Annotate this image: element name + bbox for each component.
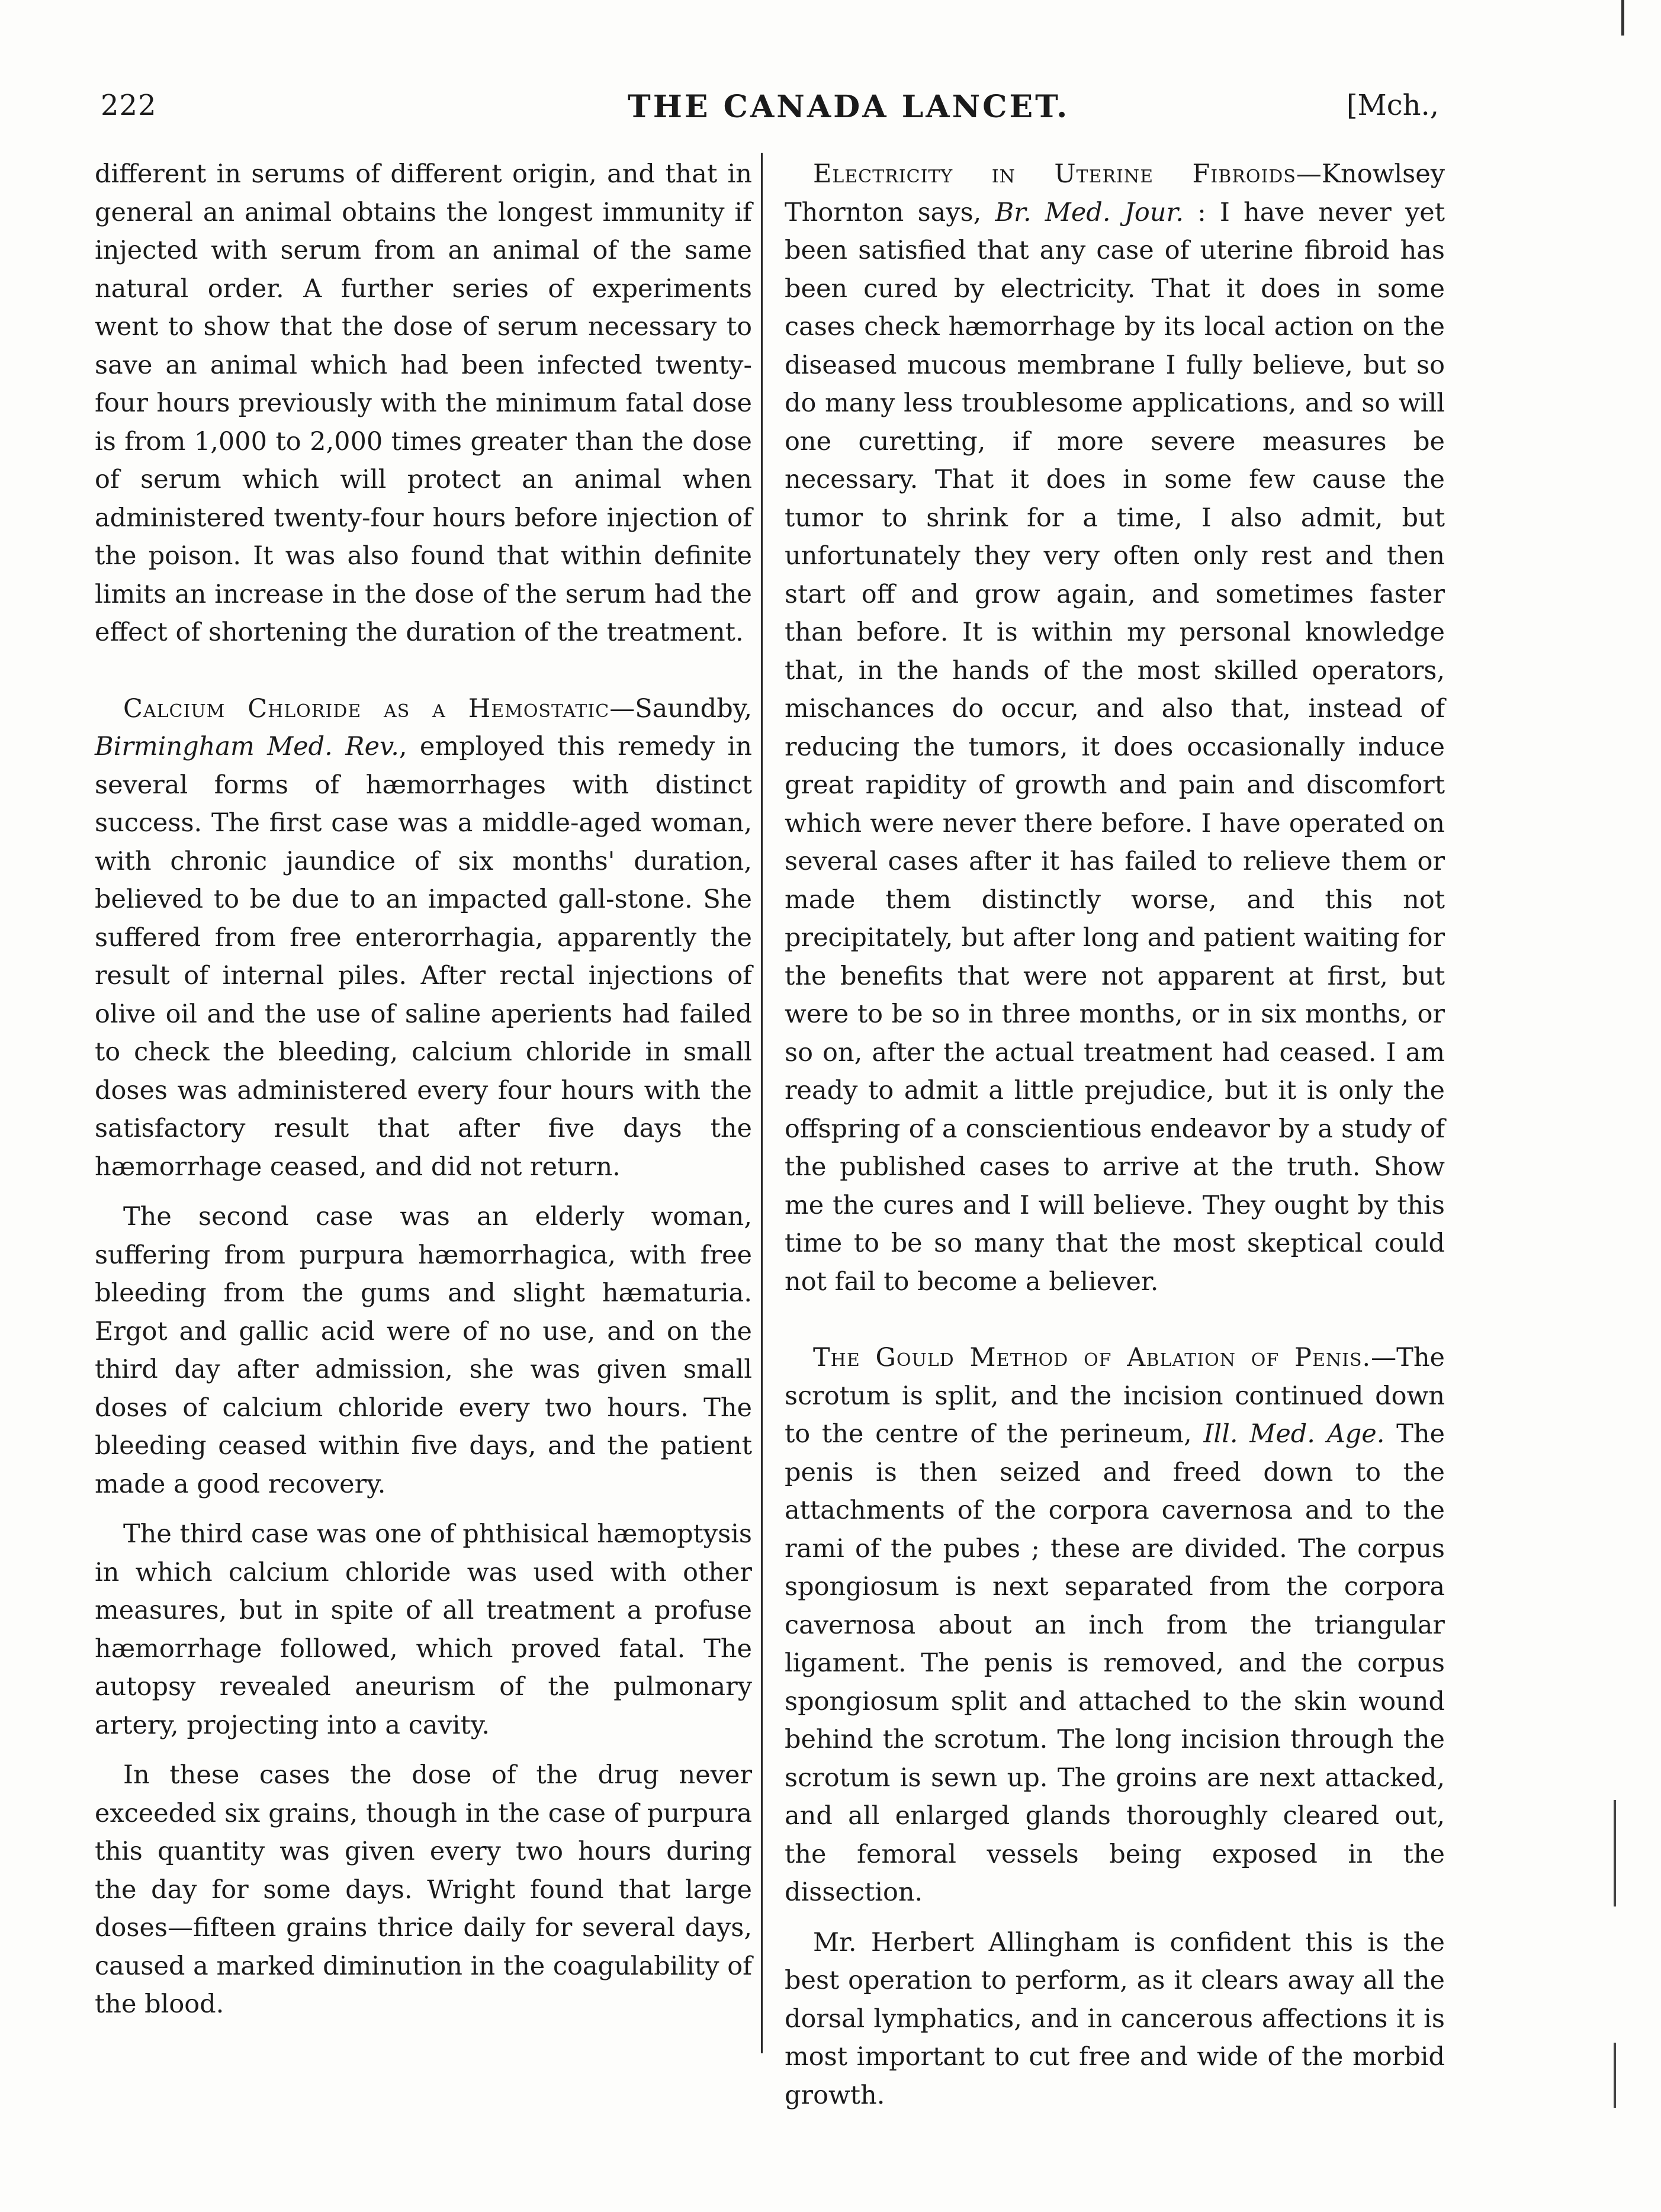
page-number: 222 (101, 89, 157, 122)
column-divider (761, 153, 763, 2053)
calcium-article-author: —Saundby, (609, 693, 752, 724)
serum-paragraph-continued: different in serums of different origin, and that in general an animal obtains the longest immunity if injected with serum from an animal of the same natural order. A further series of experiments went to show that the dose of serum necessary to save an animal which had been infected twenty-four hours previously with the minimum fatal dose is from 1,000 to 2,000 times greater than the dose of serum which will protect an animal when administered twenty-four hours before injection of the poison. It was also found that within definite limits an increase in the dose of the serum had the effect of shortening the duration of the treatment. (95, 159, 752, 647)
section-gap (95, 652, 752, 690)
electricity-article-heading: Electricity in Uterine Fibroids (813, 159, 1296, 189)
gould-article-intro: —The scrotum is split, and the incision continued down to the centre of the perineum, (785, 1343, 1445, 1449)
page-header (95, 89, 1457, 136)
calcium-article-heading: Calcium Chloride as a Hemostatic (123, 693, 610, 724)
gould-article-source: Ill. Med. Age. (1203, 1419, 1385, 1449)
section-gap (785, 1301, 1445, 1339)
electricity-article-source: Br. Med. Jour. (995, 197, 1184, 227)
calcium-dosage-paragraph: In these cases the dose of the drug never exceeded six grains, though in the case of purpura this quantity was given every two hours during the day for some days. Wright found that large doses—fifteen grains thrice daily for several days, caused a marked diminution in the coagulability of the blood. (95, 1760, 752, 2019)
scan-edge-mark (1614, 2043, 1616, 2108)
paragraph-gap (95, 1744, 752, 1756)
scan-edge-mark (1621, 0, 1624, 36)
gould-article-body: The penis is then seized and freed down to the attachments of the corpora cavernosa and to the rami of the pubes ; these are divided. The corpus spongiosum is next separated from the corpora cavernosa about an inch from the triangular ligament. The penis is removed, and the corpus spongiosum split and attached to the skin wound behind the scrotum. The long incision through the scrotum is sewn up. The groins are next attacked, and all enlarged glands thoroughly cleared out, the femoral vessels being exposed in the dissection. (785, 1419, 1445, 1907)
calcium-article-source: Birmingham Med. Rev. (95, 732, 399, 761)
paragraph-gap (785, 1912, 1445, 1924)
gould-article-heading: The Gould Method of Ablation of Penis. (813, 1343, 1371, 1372)
scan-edge-mark (1614, 1800, 1616, 1906)
calcium-second-case: The second case was an elderly woman, suffering from purpura hæmorrhagica, with free bleeding from the gums and slight hæmaturia. Ergot and gallic acid were of no use, and on the third day after admission, she was given small doses of calcium chloride every two hours. The bleeding ceased within five days, and the patient made a good recovery. (95, 1202, 752, 1499)
left-column (95, 155, 752, 2024)
paragraph-gap (95, 1186, 752, 1198)
paragraph-gap (95, 1503, 752, 1515)
calcium-article-paragraph (95, 690, 752, 1187)
allingham-paragraph: Mr. Herbert Allingham is confident this is the best operation to perform, as it clears away all the dorsal lymphatics, and in cancerous affections it is most important to cut free and wide of the morbid growth. (785, 1927, 1445, 2110)
electricity-article-paragraph (785, 155, 1445, 1301)
journal-title: THE CANADA LANCET. (628, 89, 1070, 125)
electricity-article-body: : I have never yet been satisfied that any case of uterine fibroid has been cured by electricity. That it does in some cases check hæmorrhage by its local action on the diseased mucous membrane I fully believe, but so do many less troublesome applications, and so will one curetting, if more severe measures be necessary. That it does in some few cause the tumor to shrink for a time, I also admit, but unfortunately they very often only rest and then start off and grow again, and sometimes faster than before. It is within my personal knowledge that, in the hands of the most skilled operators, mischances do occur, and also that, instead of reducing the tumors, it does occasionally induce great rapidity of growth and pain and discomfort which were never there before. I have operated on several cases after it has failed to relieve them or made them distinctly worse, and this not precipitately, but after long and patient waiting for the benefits that were not apparent at first, but were to be so in three months, or in six months, or so on, after the actual treatment had ceased. I am ready to admit a little prejudice, but it is only the offspring of a conscientious endeavor by a study of the published cases to arrive at the truth. Show me the cures and I will believe. They ought by this time to be so many that the most skeptical could not fail to become a believer. (785, 197, 1445, 1297)
issue-month: [Mch., (1346, 89, 1439, 122)
calcium-article-body: , employed this remedy in several forms of hæmorrhages with distinct success. The first case was a middle-aged woman, with chronic jaundice of six months' duration, believed to be due to an impacted gall-stone. She suffered from free enterorrhagia, apparently the result of internal piles. After rectal injections of olive oil and the use of saline aperients had failed to check the bleeding, calcium chloride in small doses was administered every four hours with the satisfactory result that after five days the hæmorrhage ceased, and did not return. (95, 732, 752, 1182)
right-column (785, 155, 1445, 2114)
gould-article-paragraph (785, 1339, 1445, 1912)
calcium-third-case: The third case was one of phthisical hæmoptysis in which calcium chloride was used with other measures, but in spite of all treatment a profuse hæmorrhage followed, which proved fatal. The autopsy revealed aneurism of the pulmonary artery, projecting into a cavity. (95, 1519, 752, 1740)
electricity-article-author: —Knowlsey Thornton says, (785, 159, 1445, 227)
